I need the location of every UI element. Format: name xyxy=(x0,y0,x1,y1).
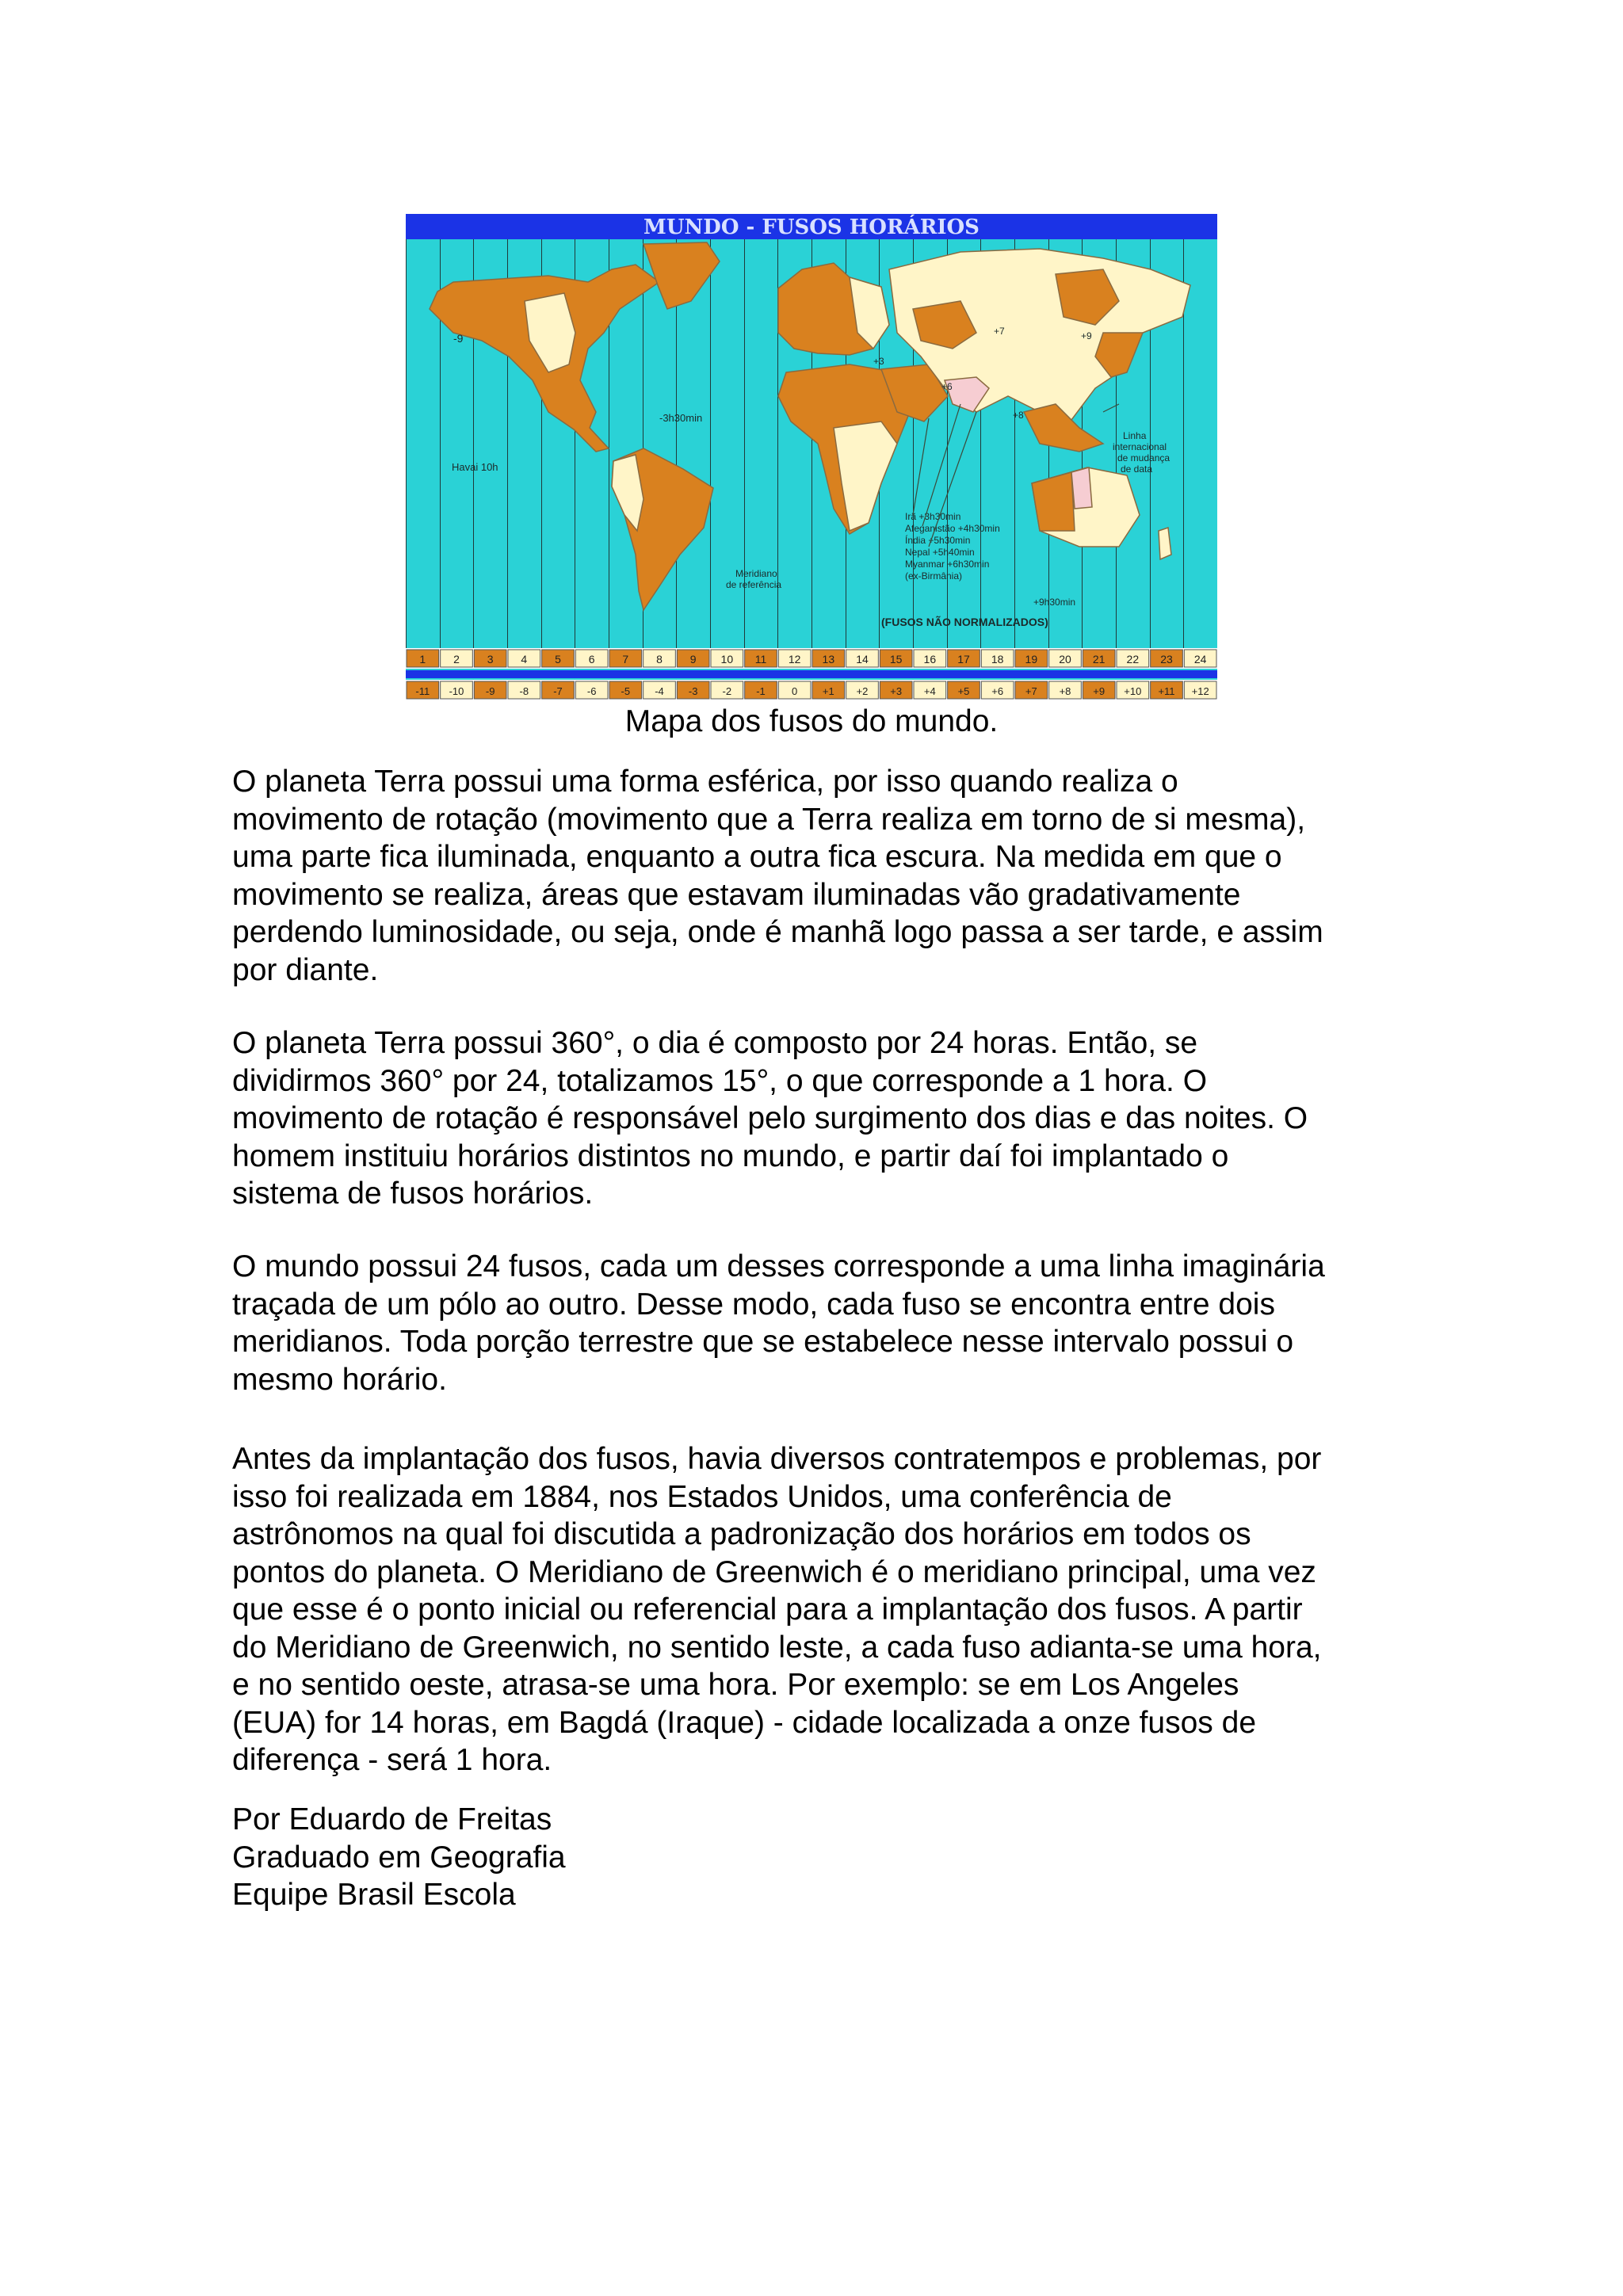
zone-offset-label: -5 xyxy=(621,685,631,697)
zone-hour-label: 15 xyxy=(889,653,903,666)
label-minus9: -9 xyxy=(453,332,464,345)
zone-hour-label: 5 xyxy=(555,653,561,666)
time-zone-map xyxy=(406,214,1217,700)
map-title: MUNDO - FUSOS HORÁRIOS xyxy=(643,215,980,239)
zone-hour-label: 7 xyxy=(622,653,629,666)
legend-entry: Nepal +5h40min xyxy=(905,547,975,558)
zone-offset-label: -8 xyxy=(519,685,529,697)
zone-hour-label: 1 xyxy=(419,653,426,666)
label-plus6: +6 xyxy=(941,381,953,392)
label-linha-2: internacional xyxy=(1113,441,1167,452)
paragraph-360-degrees xyxy=(232,1024,1405,1213)
zone-offset-label: +7 xyxy=(1025,685,1037,697)
zone-hour-label: 21 xyxy=(1092,653,1106,666)
zone-hour-label: 3 xyxy=(487,653,494,666)
paragraph-text: Antes da implantação dos fusos, havia diversos contratempos e problemas, por isso foi realizada em 1884, nos Estados Unidos, uma conferência de astrônomos na qual foi discutida a padronização dos horários em todos os pontos do planeta. O Meridiano de Greenwich é o meridiano principal, uma vez que esse é o ponto inicial ou referencial para a implantação dos fusos. A partir do Meridiano de Greenwich, no sentido leste, a cada fuso adianta-se uma hora, e no sentido oeste, atrasa-se uma hora. Por exemplo: se em Los Angeles (EUA) for 14 horas, em Bagdá (Iraque) - cidade localizada a onze fusos de diferença - será 1 hora. xyxy=(232,1442,1322,1777)
zone-hour-label: 14 xyxy=(856,653,869,666)
author-text: Por Eduardo de Freitas Graduado em Geografia Equipe Brasil Escola xyxy=(232,1802,566,1912)
zone-hour-label: 19 xyxy=(1025,653,1038,666)
label-nao-normalizados: (FUSOS NÃO NORMALIZADOS) xyxy=(881,616,1048,628)
zone-offset-label: +2 xyxy=(856,685,869,697)
label-minus3h30: -3h30min xyxy=(659,412,703,424)
zone-offset-label: +12 xyxy=(1191,685,1209,697)
paragraph-rotation xyxy=(232,763,1405,989)
label-referencia: de referência xyxy=(726,579,782,590)
zone-hour-label: 22 xyxy=(1126,653,1140,666)
zone-offset-label: +10 xyxy=(1124,685,1142,697)
label-plus7: +7 xyxy=(994,326,1005,337)
zone-offset-label: +6 xyxy=(991,685,1004,697)
paragraph-24-zones xyxy=(232,1248,1405,1398)
label-linha-4: de data xyxy=(1121,463,1153,475)
label-linha-1: Linha xyxy=(1123,430,1147,441)
label-linha-3: de mudança xyxy=(1117,452,1170,463)
zone-separator-bar xyxy=(406,670,1217,678)
legend-entry: Irã +3h30min xyxy=(905,511,961,522)
paragraph-text: O mundo possui 24 fusos, cada um desses corresponde a uma linha imaginária traçada de um pólo ao outro. Desse modo, cada fuso se encontra entre dois meridianos. Toda porção terrestre que se estabelece nesse intervalo possui o mesmo horário. xyxy=(232,1249,1325,1397)
zone-hour-label: 6 xyxy=(588,653,595,666)
zone-hour-label: 17 xyxy=(957,653,970,666)
zone-offset-label: -10 xyxy=(449,685,464,697)
world-map-image xyxy=(406,214,1217,700)
australia-orange-zone xyxy=(1032,472,1075,531)
zone-hour-label: 4 xyxy=(521,653,528,666)
zone-offset-label: -4 xyxy=(655,685,664,697)
zone-hour-label: 23 xyxy=(1160,653,1173,666)
zone-offset-label: -7 xyxy=(553,685,563,697)
label-plus9: +9 xyxy=(1081,330,1092,341)
label-plus8: +8 xyxy=(1013,410,1024,421)
paragraph-greenwich xyxy=(232,1440,1405,1779)
zone-offset-label: -1 xyxy=(756,685,766,697)
zone-offset-label: +8 xyxy=(1059,685,1071,697)
author-signature xyxy=(232,1801,1405,1914)
paragraph-text: O planeta Terra possui 360°, o dia é composto por 24 horas. Então, se dividirmos 360° por 24, totalizamos 15°, o que corresponde a 1 hora. O movimento de rotação é responsável pelo surgimento dos dias e das noites. O homem instituiu horários distintos no mundo, e partir daí foi implantado o sistema de fusos horários. xyxy=(232,1026,1308,1211)
zone-hour-label: 8 xyxy=(656,653,663,666)
label-meridiano: Meridiano xyxy=(735,568,777,579)
zone-hour-label: 12 xyxy=(788,653,801,666)
zone-hour-label: 16 xyxy=(923,653,937,666)
zone-offset-label: -3 xyxy=(688,685,698,697)
zone-offset-label: -6 xyxy=(586,685,597,697)
zone-offset-label: +1 xyxy=(822,685,834,697)
label-plus3: +3 xyxy=(873,356,884,367)
zone-hour-label: 18 xyxy=(991,653,1004,666)
zone-offset-label: +3 xyxy=(890,685,903,697)
zone-hour-label: 2 xyxy=(453,653,460,666)
zone-offset-label: -11 xyxy=(415,685,430,697)
label-plus9h30: +9h30min xyxy=(1033,597,1076,608)
zone-hour-label: 20 xyxy=(1059,653,1071,666)
zone-hour-label: 13 xyxy=(822,653,835,666)
zone-hour-label: 11 xyxy=(754,653,767,666)
zone-hour-label: 10 xyxy=(720,653,734,666)
legend-entry: Índia +5h30min xyxy=(905,535,971,546)
zone-hour-label: 9 xyxy=(689,653,697,666)
zone-offset-label: +9 xyxy=(1093,685,1106,697)
zone-offset-label: -2 xyxy=(722,685,732,697)
legend-entry: Afeganistão +4h30min xyxy=(905,523,1000,534)
zone-offset-label: +11 xyxy=(1158,685,1175,697)
zone-offset-label: -9 xyxy=(485,685,495,697)
australia-pink-zone xyxy=(1071,467,1092,509)
zone-offset-label: +5 xyxy=(957,685,970,697)
zone-offset-label: +4 xyxy=(923,685,936,697)
zone-hour-label: 24 xyxy=(1193,653,1207,666)
legend-entry: Myanmar +6h30min xyxy=(905,559,990,570)
zone-offset-label: 0 xyxy=(792,685,798,697)
paragraph-text: O planeta Terra possui uma forma esférica, por isso quando realiza o movimento de rotação (movimento que a Terra realiza em torno de si mesma), uma parte fica iluminada, enquanto a outra fica escura. Na medida em que o movimento se realiza, áreas que estavam iluminadas vão gradativamente perdendo luminosidade, ou seja, onde é manhã logo passa a ser tarde, e assim por diante. xyxy=(232,765,1323,987)
figure-caption: Mapa dos fusos do mundo. xyxy=(624,704,999,738)
label-havai: Havai 10h xyxy=(452,461,498,473)
legend-entry: (ex-Birmânia) xyxy=(905,570,963,582)
